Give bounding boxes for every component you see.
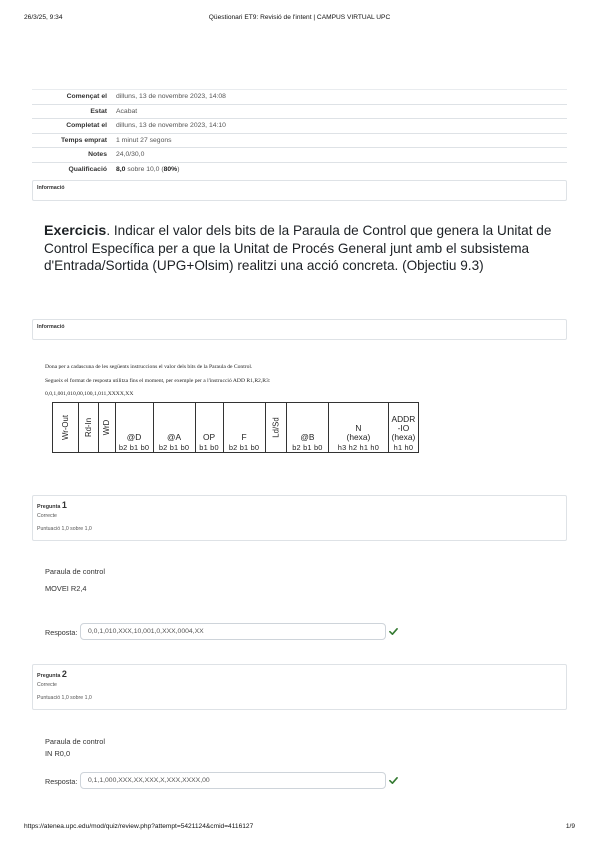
answer-label: Resposta: bbox=[45, 628, 78, 637]
bit-group-name: @A bbox=[166, 432, 182, 442]
bit-group bbox=[195, 403, 223, 453]
exercise-lead: Exercicis bbox=[44, 223, 107, 239]
bit-group-name: @D bbox=[126, 432, 142, 442]
bit-group-name: OP bbox=[202, 432, 216, 442]
control-word-bits-table bbox=[52, 402, 419, 453]
attempt-summary-table bbox=[32, 89, 567, 177]
info-label: Informació bbox=[37, 324, 65, 330]
bit-group bbox=[115, 403, 153, 453]
question-instruction: MOVEI R2,4 bbox=[45, 584, 87, 593]
summary-row bbox=[32, 119, 567, 134]
print-datetime: 26/3/25, 9:34 bbox=[24, 14, 63, 21]
info-label: Informació bbox=[37, 185, 65, 191]
bit-group-name: ADDR -IO (hexa) bbox=[391, 414, 416, 442]
bit-group-sub: b2 b1 b0 bbox=[292, 443, 323, 452]
bit-group-name: @B bbox=[300, 432, 315, 442]
print-page-number: 1/9 bbox=[565, 823, 575, 830]
question-prefix: Pregunta bbox=[37, 504, 61, 510]
summary-value: dilluns, 13 de novembre 2023, 14:10 bbox=[116, 122, 226, 130]
bit-group bbox=[286, 403, 328, 453]
summary-label: Començat el bbox=[66, 93, 107, 101]
summary-value: 1 minut 27 segons bbox=[116, 136, 172, 144]
info-example-line: 0,0,1,001,010,00,100,1,011,XXXX,XX bbox=[45, 391, 134, 397]
grade-close: ) bbox=[177, 166, 180, 173]
print-url: https://atenea.upc.edu/mod/quiz/review.php?attempt=5421124&cmid=4116127 bbox=[24, 823, 254, 830]
question-instruction: IN R0,0 bbox=[45, 749, 71, 758]
summary-label: Temps emprat bbox=[61, 136, 107, 144]
summary-row bbox=[32, 148, 567, 163]
question-number bbox=[37, 669, 67, 679]
grade-percent: 80% bbox=[163, 166, 178, 173]
bit-group-sub: h1 h0 bbox=[393, 443, 414, 452]
bit-label: Rd-In bbox=[84, 417, 94, 438]
question-1-info bbox=[32, 495, 567, 541]
bit-group bbox=[328, 403, 388, 453]
correct-check-icon bbox=[389, 776, 398, 785]
info-box-1 bbox=[32, 180, 567, 201]
print-page-title: Qüestionari ET9: Revisió de l'intent | CAMPUS VIRTUAL UPC bbox=[208, 14, 391, 21]
summary-value: Acabat bbox=[116, 107, 138, 115]
summary-value: 24,0/30,0 bbox=[116, 151, 145, 159]
print-footer bbox=[24, 823, 575, 835]
question-state: Correcte bbox=[37, 513, 57, 519]
bit-group-sub: b2 b1 b0 bbox=[228, 443, 260, 452]
bit-group-sub: b2 b1 b0 bbox=[158, 443, 190, 452]
question-score: Puntuació 1,0 sobre 1,0 bbox=[37, 695, 92, 701]
question-score: Puntuació 1,0 sobre 1,0 bbox=[37, 526, 92, 532]
question-prefix: Pregunta bbox=[37, 673, 61, 679]
summary-label: Estat bbox=[90, 107, 107, 115]
bit-column bbox=[78, 403, 98, 453]
answer-input[interactable]: 0,1,1,000,XXX,XX,XXX,X,XXX,XXXX,00 bbox=[80, 772, 386, 789]
info-instructions-line: Segueix el format de resposta utilitza fins el moment, per exemple per a l'instrucció ADD R1,R2,R3: bbox=[45, 378, 271, 384]
question-state: Correcte bbox=[37, 682, 57, 688]
exercise-text: . Indicar el valor dels bits de la Paraula de Control que genera la Unitat de Control Específica per a que la Unitat de Procés General junt amb el subsistema d'Entrada/Sortida (UPG+Olsim) realitzi una acció concreta. (Objectiu 9.3) bbox=[44, 223, 552, 273]
answer-input[interactable]: 0,0,1,010,XXX,10,001,0,XXX,0004,XX bbox=[80, 623, 386, 640]
bit-group-sub: h3 h2 h1 h0 bbox=[337, 443, 380, 452]
bit-column bbox=[265, 403, 286, 453]
bit-group bbox=[388, 403, 418, 453]
bit-group-sub: b2 b1 b0 bbox=[118, 443, 150, 452]
question-header: Paraula de control bbox=[45, 567, 105, 576]
summary-row bbox=[32, 90, 567, 105]
grade-sobre: sobre 10,0 ( bbox=[127, 166, 164, 173]
print-header bbox=[24, 14, 575, 26]
summary-value: dilluns, 13 de novembre 2023, 14:08 bbox=[116, 93, 226, 101]
exercise-title bbox=[44, 222, 564, 274]
summary-row bbox=[32, 104, 567, 119]
bit-group-name: N (hexa) bbox=[346, 423, 371, 442]
bit-group bbox=[153, 403, 195, 453]
question-number-value: 1 bbox=[61, 500, 67, 510]
question-2-info bbox=[32, 664, 567, 710]
summary-grade-value bbox=[112, 162, 567, 177]
question-number-value: 2 bbox=[61, 669, 67, 679]
info-box-2 bbox=[32, 319, 567, 340]
summary-label: Completat el bbox=[66, 122, 107, 130]
answer-label: Resposta: bbox=[45, 777, 78, 786]
bit-group-name: F bbox=[241, 432, 247, 442]
summary-row bbox=[32, 133, 567, 148]
summary-label: Qualificació bbox=[68, 166, 107, 173]
grade-score: 8,0 bbox=[116, 166, 126, 173]
bit-group-sub: b1 b0 bbox=[199, 443, 219, 452]
info-instructions-line: Dona per a cadascuna de les següents instruccions el valor dels bits de la Paraula de Control. bbox=[45, 364, 253, 370]
bit-column bbox=[53, 403, 79, 453]
bit-label: Ld/Sd bbox=[271, 417, 281, 438]
bit-column bbox=[99, 403, 115, 453]
summary-label: Notes bbox=[88, 151, 107, 159]
bit-label: Wr-Out bbox=[60, 415, 70, 440]
correct-check-icon bbox=[389, 627, 398, 636]
bit-label: WrD bbox=[102, 419, 112, 436]
summary-row-grade bbox=[32, 162, 567, 177]
bit-group bbox=[223, 403, 265, 453]
question-number bbox=[37, 500, 67, 510]
question-header: Paraula de control bbox=[45, 737, 105, 746]
